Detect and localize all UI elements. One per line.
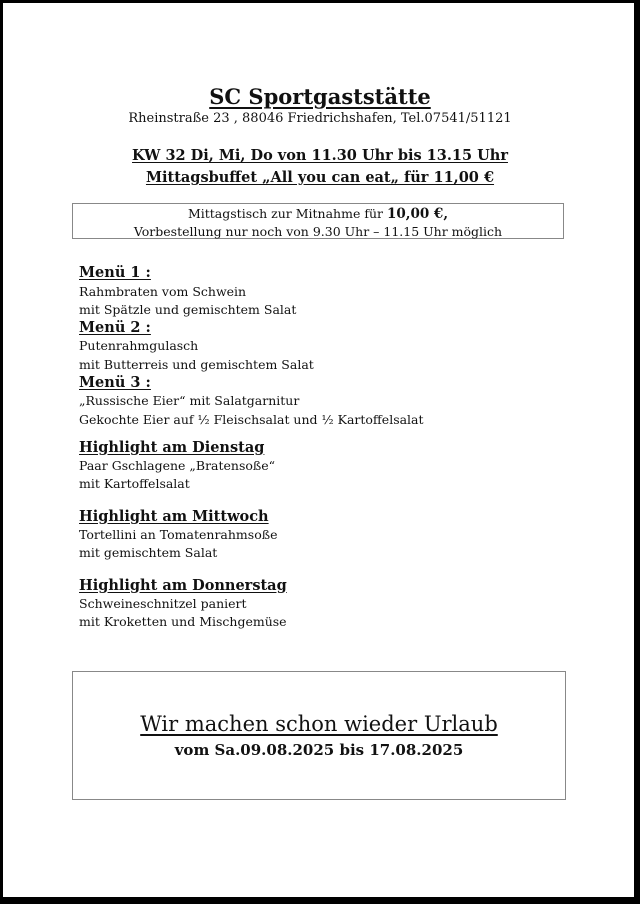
highlight-heading: Highlight am Mittwoch <box>79 507 269 525</box>
highlight-item: Schweineschnitzel paniert <box>79 596 247 612</box>
vacation-dates: vom Sa.09.08.2025 bis 17.08.2025 <box>174 741 464 759</box>
address-line: Rheinstraße 23 , 88046 Friedrichshafen, Tel.07541/51121 <box>128 111 512 126</box>
highlight-item: Tortellini an Tomatenrahmsoße <box>79 527 278 543</box>
vacation-title: Wir machen schon wieder Urlaub <box>140 712 498 736</box>
highlight-heading: Highlight am Donnerstag <box>79 576 287 594</box>
vacation-notice <box>72 671 566 800</box>
buffet-offer: Mittagsbuffet „All you can eat„ für 11,00 € <box>145 169 495 186</box>
menu-item: „Russische Eier“ mit Salatgarnitur <box>79 393 300 409</box>
menu-item: mit Butterreis und gemischtem Salat <box>79 356 314 372</box>
menu-item: Rahmbraten vom Schwein <box>79 283 247 299</box>
takeaway-text: Mittagstisch zur Mitnahme für <box>187 206 387 221</box>
preorder-line: Vorbestellung nur noch von 9.30 Uhr – 11.15 Uhr möglich <box>133 224 503 239</box>
restaurant-title: SC Sportgaststätte <box>209 84 431 109</box>
menu-list <box>79 264 599 631</box>
highlight-item: Paar Gschlagene „Bratensoße“ <box>79 458 276 474</box>
highlight-item: mit Kroketten und Mischgemüse <box>79 614 287 630</box>
menu-heading: Menü 2 : <box>79 318 151 336</box>
takeaway-line-1 <box>73 205 563 223</box>
highlight-item: mit gemischtem Salat <box>79 545 218 561</box>
takeaway-price: 10,00 €, <box>386 206 449 222</box>
takeaway-box <box>72 203 564 239</box>
menu-item: Gekochte Eier auf ½ Fleischsalat und ½ Kartoffelsalat <box>79 411 424 427</box>
highlight-heading: Highlight am Dienstag <box>79 438 265 456</box>
menu-item: mit Spätzle und gemischtem Salat <box>79 301 297 317</box>
menu-heading: Menü 1 : <box>79 264 151 281</box>
menu-item: Putenrahmgulasch <box>79 338 199 354</box>
highlight-item: mit Kartoffelsalat <box>79 476 190 492</box>
menu-heading: Menü 3 : <box>79 373 151 391</box>
week-schedule: KW 32 Di, Mi, Do von 11.30 Uhr bis 13.15 Uhr <box>132 147 508 164</box>
